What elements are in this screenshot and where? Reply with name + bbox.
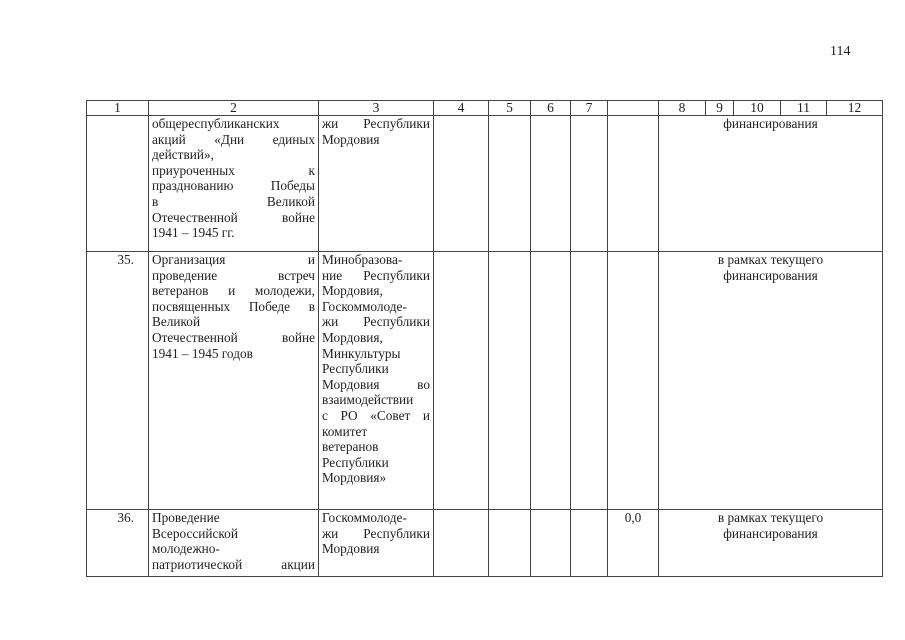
event-line: Отечественной войне [152,329,315,345]
header-cell: 4 [434,101,489,116]
responsible-line: Мордовия [322,131,380,147]
col-4-cell [434,252,489,510]
event-line: празднованию Победы [152,178,315,194]
header-cell: 6 [531,101,571,116]
col-7-cell [571,252,608,510]
event-line: акций «Дни единых [152,131,315,147]
table-row [87,510,883,577]
page-number: 114 [830,44,851,59]
financing-line: в рамках текущего [717,252,824,267]
responsible-line: Мордовия [322,541,380,557]
responsible-line: Минкультуры [322,345,401,361]
event-line: приуроченных к [152,162,315,178]
event-line: посвященных Победе в [152,298,315,314]
event-line: молодежно- [152,541,220,557]
financing-line: финансирования [723,525,818,541]
event-line: действий», [152,147,214,163]
responsible-line: с РО «Совет и [322,407,430,423]
event-line: Всероссийской [152,525,238,541]
col-4-cell [434,116,489,252]
plan-table [86,100,883,577]
event-line: Великой [152,314,201,330]
col-6-cell [531,116,571,252]
responsible-line: Госкоммолоде- [322,510,407,525]
responsible-line: взаимодействии [322,392,414,408]
header-cell: 7 [571,101,608,116]
header-cell: 1 [87,101,149,116]
row-number [87,116,149,252]
responsible-line: комитет [322,423,368,439]
responsible-line: Мордовия во [322,376,430,392]
row-number: 35. [87,252,149,510]
responsible-line: жи Республики [322,525,430,541]
responsible-line: ветеранов [322,439,379,455]
col-7-cell [571,510,608,577]
responsible-line: Мордовия, [322,283,383,299]
event-line: Организация и [152,252,315,267]
event-line: ветеранов и молодежи, [152,283,315,299]
event-cell [149,116,319,252]
row-number: 36. [87,510,149,577]
event-line: патриотической акции [152,556,315,572]
col-4-cell [434,510,489,577]
event-line: 1941 – 1945 гг. [152,225,235,241]
header-cell: 5 [489,101,531,116]
amount-cell [608,116,659,252]
event-line: Отечественной войне [152,209,315,225]
event-line: 1941 – 1945 годов [152,345,253,361]
responsible-line: Республики [322,454,389,470]
responsible-line: ние Республики [322,267,430,283]
amount-cell: 0,0 [608,510,659,577]
col-5-cell [489,116,531,252]
header-cell: 12 [827,101,883,116]
col-6-cell [531,510,571,577]
header-row [87,101,883,116]
event-line: проведение встреч [152,267,315,283]
responsible-line: Мордовия» [322,470,387,486]
financing-line: финансирования [723,267,818,283]
col-5-cell [489,510,531,577]
event-cell [149,252,319,510]
header-cell: 10 [734,101,781,116]
header-cell: 3 [319,101,434,116]
header-cell: 9 [706,101,734,116]
event-cell [149,510,319,577]
event-line: Проведение [152,510,220,525]
financing-cell [659,116,883,252]
responsible-line: жи Республики [322,314,430,330]
col-5-cell [489,252,531,510]
financing-cell [659,252,883,510]
table-row [87,116,883,252]
amount-cell [608,252,659,510]
responsible-line: Минобразова- [322,252,403,267]
col-7-cell [571,116,608,252]
financing-line: в рамках текущего [717,510,824,525]
responsible-cell [319,252,434,510]
event-line: в Великой [152,193,315,209]
event-line: общереспубликанских [152,116,280,131]
header-cell: 8 [659,101,706,116]
responsible-line: Мордовия, [322,329,383,345]
header-cell [608,101,659,116]
financing-line: финансирования [723,116,818,131]
responsible-line: жи Республики [322,116,430,131]
responsible-cell [319,116,434,252]
responsible-line: Республики [322,361,389,377]
header-cell: 2 [149,101,319,116]
col-6-cell [531,252,571,510]
responsible-line: Госкоммолоде- [322,298,407,314]
table-row [87,252,883,510]
responsible-cell [319,510,434,577]
header-cell: 11 [781,101,827,116]
financing-cell [659,510,883,577]
